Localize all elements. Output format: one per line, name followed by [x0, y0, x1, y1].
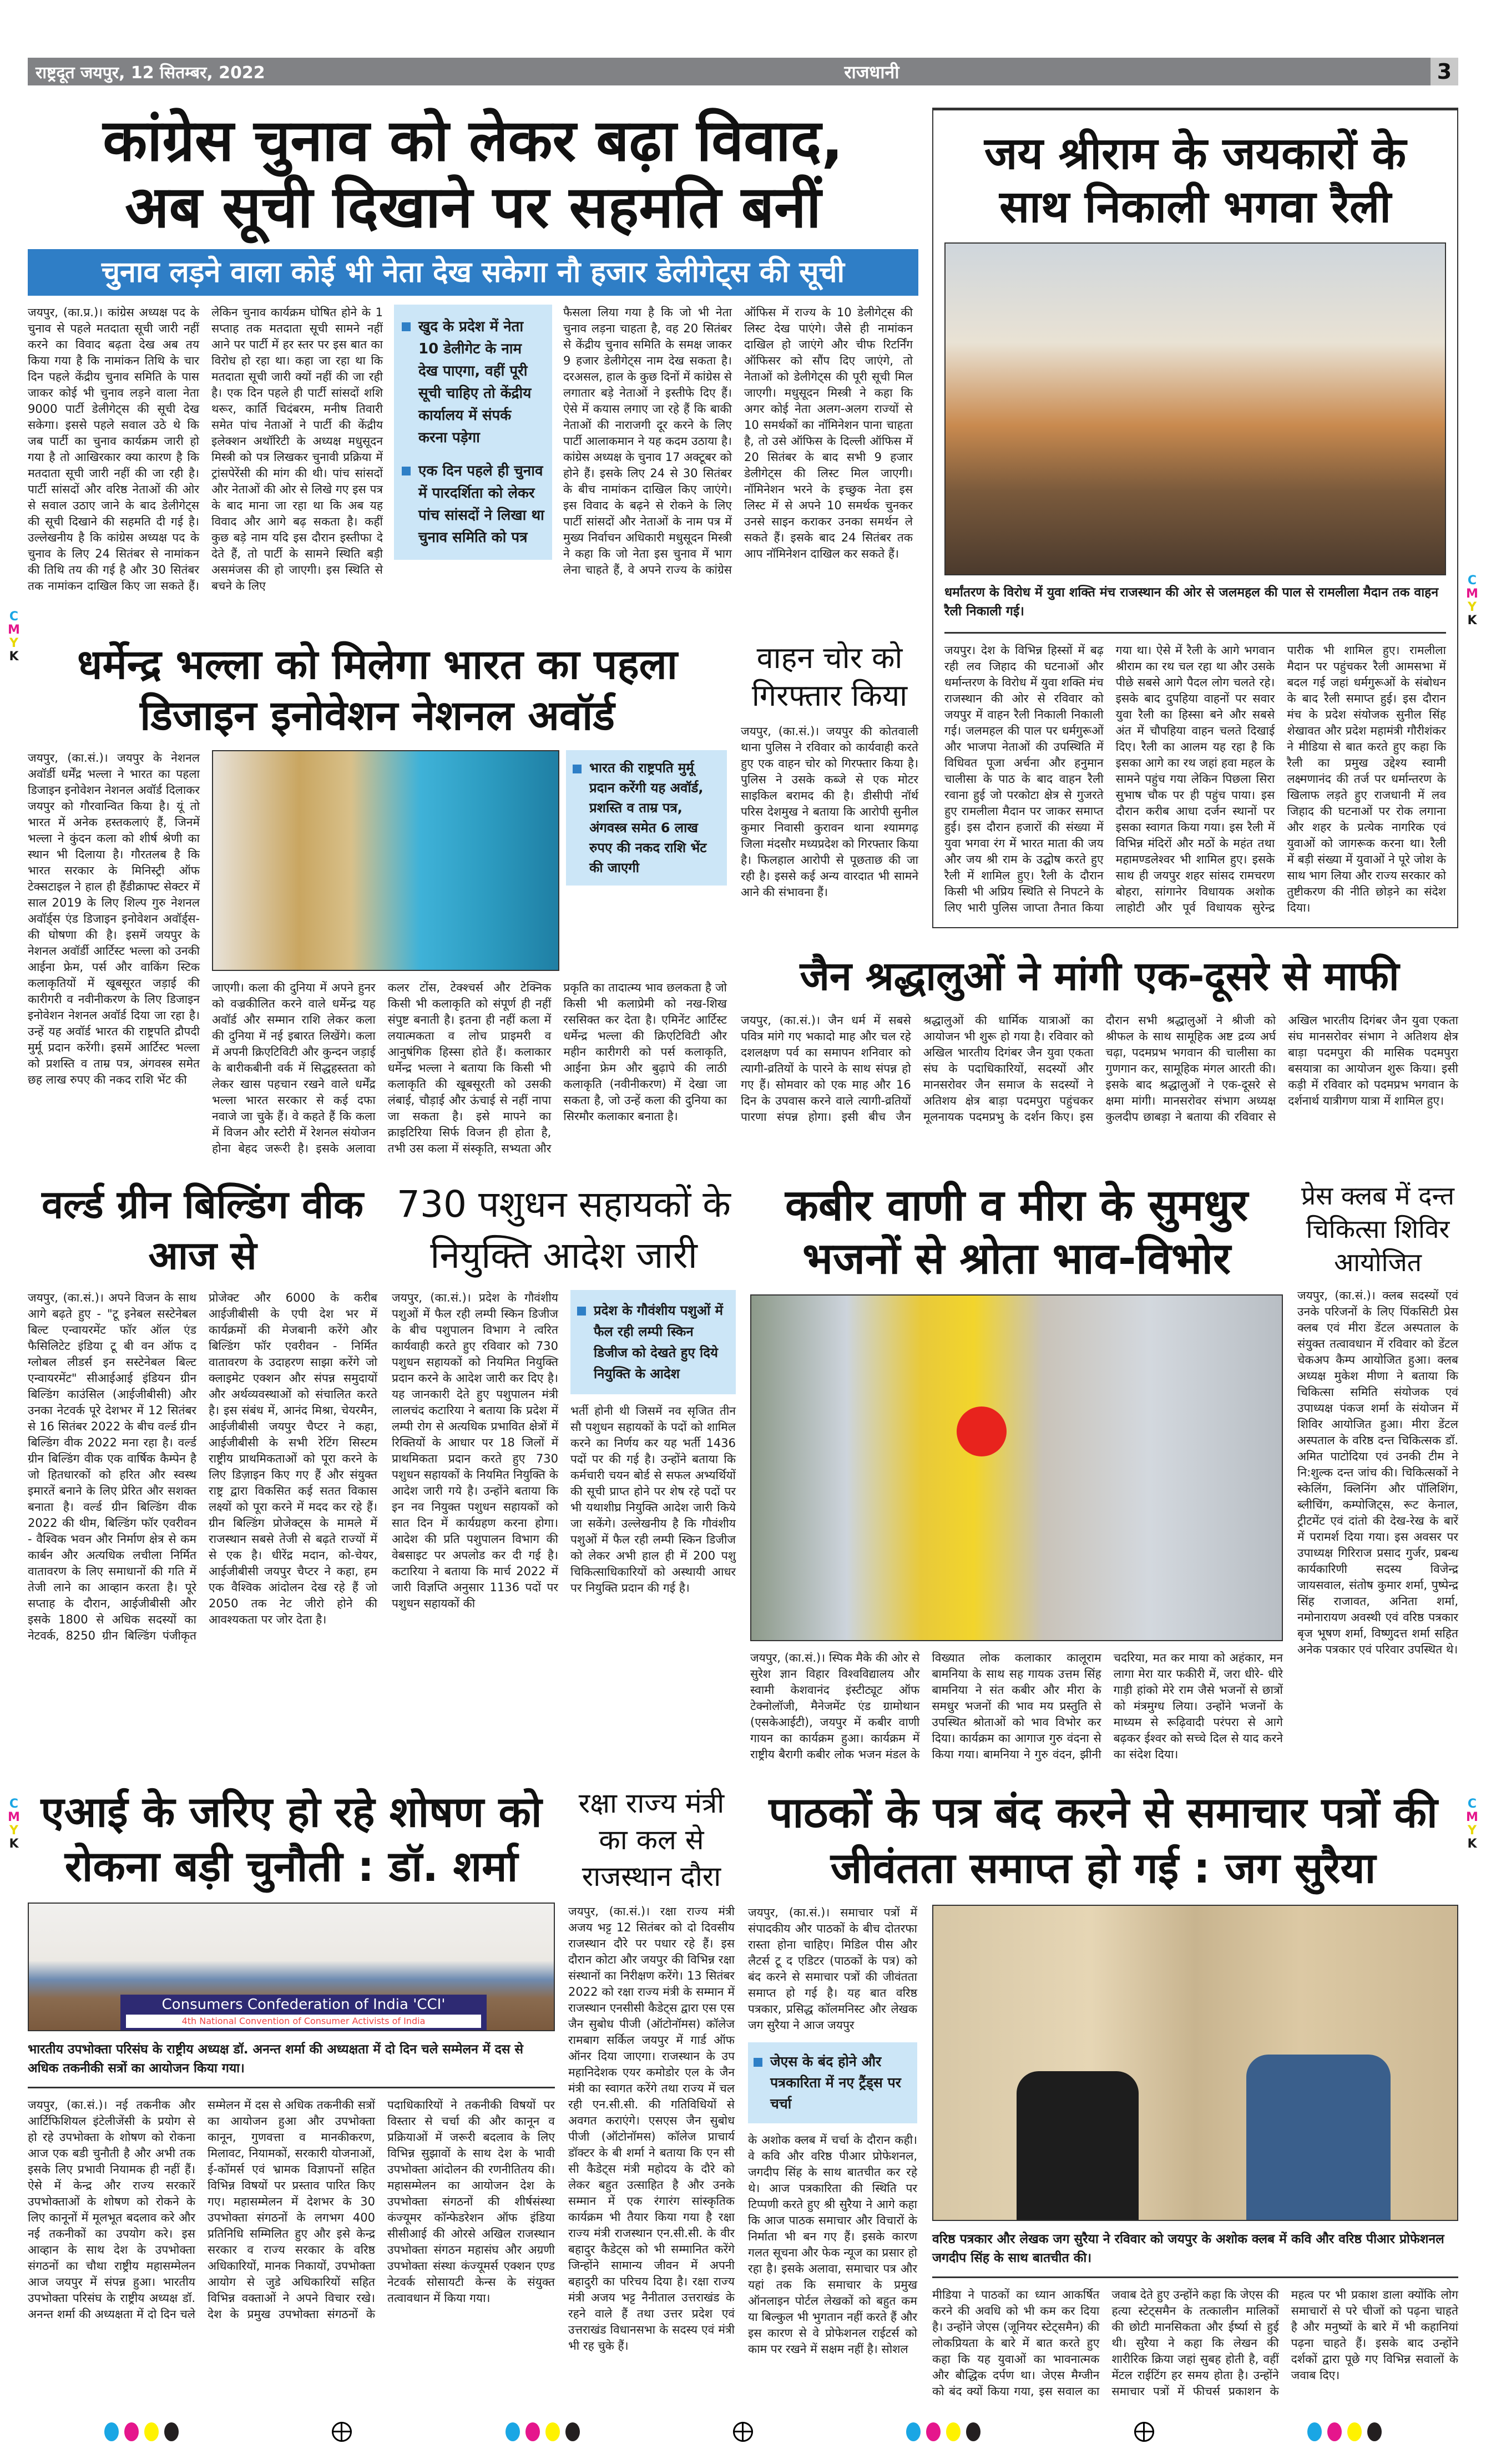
ai-headline: एआई के जरिए हो रहे शोषण को रोकना बड़ी चुनौती : डॉ. शर्मा	[41, 1787, 542, 1891]
cmyk-y: Y	[9, 1824, 18, 1838]
rally-story-box	[932, 108, 1458, 928]
highlight-item: खुद के प्रदेश में नेता 10 डेलीगेट के नाम देख पाएगा, वहीं पूरी सूची चाहिए तो केंद्रीय कार्यालय में संपर्क करना पड़ेगा	[402, 316, 544, 449]
letters-body-left: के अशोक क्लब में चर्चा के दौरान कही। वे कवि और वरिष्ठ पीआर प्रोफेशनल, जगदीप सिंह के साथ बातचीत कर रहे थे। आज पत्रकारिता की स्थिति पर टिप्पणी करते हुए श्री सुरैया ने आगे कहा कि आज पाठक समाचार और विचारों के निर्माता भी बन गए हैं। इसके कारण गलत सूचना और फेक न्यूज का प्रसार हो रहा है। इसके अलावा, समाचार पत्र और यहां तक कि समाचार के प्रमुख ऑनलाइन पोर्टल लेखकों को बहुत कम या बिल्कुल भी भुगतान नहीं करते हैं और इस कारण से वे प्रोफेशनल राईटर्स को काम पर रखने में सक्षम नहीं है। सोशल	[748, 2133, 917, 2356]
cmyk-m: M	[1466, 587, 1478, 601]
bhalla-headline: धर्मेन्द्र भल्ला को मिलेगा भारत का पहला डिजाइन इनोवेशन नेशनल अवॉर्ड	[77, 640, 678, 740]
cmyk-marker-left	[7, 610, 21, 664]
color-dots	[104, 2422, 179, 2441]
bullet-square-icon	[754, 2058, 762, 2067]
top-section	[28, 108, 1458, 1157]
dental-headline: प्रेस क्लब में दन्त चिकित्सा शिविर आयोजित	[1301, 1180, 1454, 1277]
livestock-highlight-box	[570, 1290, 736, 1394]
kabir-photo	[750, 1294, 1283, 1641]
person-left	[1017, 2071, 1139, 2220]
cmyk-y: Y	[1468, 600, 1477, 614]
cmyk-m: M	[8, 1810, 20, 1824]
bullet-square-icon	[577, 1307, 586, 1316]
kabir-body: जयपुर, (का.सं.)। स्पिक मैके की ओर से सुरेश ज्ञान विहार विश्वविद्यालय और स्वामी केशवानंद इंस्टीट्यूट ऑफ टेक्नोलॉजी, मैनेजमेंट एंड ग्रामोथान (एसकेआईटी), जयपुर में कबीर वाणी गायन का कार्यक्रम हुआ। कार्यक्रम में राष्ट्रीय बैरागी कबीर लोक भजन मंडल के विख्यात लोक कलाकार कालूराम बामनिया के साथ सह गायक उत्तम सिंह बामनिया ने संत कबीर और मीरा के समधुर भजनों की भाव मय प्रस्तुति से उपस्थित श्रोताओं को भाव विभोर कर दिया। कार्यक्रम का आगाज गुरु वंदना से किया गया। बामनिया ने गुरु वंदन, झीनी चदरिया, मत कर माया को अहंकार, मन लागा मेरा यार फकीरी में, जरा धीरे- धीरे गाड़ी हांको मेरे राम जैसे भजनों से छात्रों को मंत्रमुग्ध लिया। उन्होंने भजनों के माध्यम से रूढ़िवादी परंपरा से आगे बढ़कर ईश्वर को सच्चे दिल से याद करने का संदेश दिया।	[750, 1651, 1283, 1761]
divider	[932, 2276, 1458, 2278]
middle-section	[28, 1179, 1458, 1763]
letters-left	[748, 1905, 917, 2357]
livestock-right	[570, 1290, 736, 1596]
dental-story	[1297, 1179, 1458, 1658]
lead-story	[28, 108, 918, 594]
green-building-body: जयपुर, (का.सं.)। अपने विजन के साथ आगे बढ़ते हुए - "टू इनेबल सस्टेनेबल बिल्ट एन्वायरमेंट फॉर ऑल एंड फैसिलिटेट इंडिया टू बी वन ऑफ द ग्लोबल लीडर्स इन सस्टेनेबल बिल्ट एन्वायरमेंट" सीआईआई इंडियन ग्रीन बिल्डिंग काउंसिल (आईजीबीसी) और उनका नेटवर्क पूरे देशभर में 12 सितंबर से 16 सितंबर 2022 के बीच वर्ल्ड ग्रीन बिल्डिंग वीक 2022 मना रहा है। वर्ल्ड ग्रीन बिल्डिंग वीक एक वार्षिक कैम्पेन है जो हितधारकों को हरित और स्वस्थ इमारतें बनाने के लिए प्रेरित और सशक्त बनाता है। वर्ल्ड ग्रीन बिल्डिंग वीक 2022 की थीम, बिल्डिंग फॉर एवरीवन - वैश्विक भवन और निर्माण क्षेत्र से कम कार्बन और अत्यधिक लचीला निर्मित वातावरण के लिए समाधानों की गति में तेजी लाने का आव्हान करता है। पूरे सप्ताह के दौरान, आईजीबीसी और इसके 1800 से अधिक सदस्यों का नेटवर्क, 8250 ग्रीन बिल्डिंग पंजीकृत प्रोजेक्ट और 6000 के करीब आईजीबीसी के एपी देश भर में कार्यक्रमों की मेजबानी करेंगे और बिल्डिंग फॉर एवरीवन - निर्मित वातावरण के उदाहरण साझा करेंगे जो क्लाइमेट एक्शन और संपन्न समुदायों और अर्थव्यवस्थाओं को संचालित करते है। इस संबंध में, आनंद मिश्रा, चेयरमैन, आईजीबीसी जयपुर चैप्टर ने कहा, आईजीबीसी के सभी रेटिंग सिस्टम राष्ट्रीय प्राथमिकताओं को पूरा करने के लिए डिज़ाइन किए गए हैं और संयुक्त राष्ट्र द्वारा विकसित कई सतत विकास लक्ष्यों को पूरा करने में मदद कर रहे हैं। ग्रीन बिल्डिंग प्रोजेक्ट्स के मामले में राजस्थान सबसे तेजी से बढ़ते राज्यों में से एक है। धीरेंद्र मदान, को-चेयर, आईजीबीसी जयपुर चैप्टर ने कहा, हम एक वैश्विक आंदोलन देख रहे हैं जो 2050 तक नेट जीरो होने की आवश्यकता पर जोर देता है।	[28, 1291, 377, 1642]
bullet-square-icon	[402, 467, 411, 475]
lead-highlight-box	[394, 305, 552, 560]
ai-body: जयपुर, (का.सं.)। नई तकनीक और आर्टिफिशियल इंटेलीजेंसी के प्रयोग से हो रहे उपभोक्ता के शोषण को रोकना आज एक बडी चुनौती है और अभी तक इसके लिए प्रभावी नियामक ही नहीं हैं। ऐसे में केन्द्र और राज्य सरकारें उपभोक्ताओं के शोषण को रोकने के लिए कानूनों में मूलभूत बदलाव करे और नई तकनीकों का उपयोग करे। इस आव्हान के साथ देश के उपभोक्ता संगठनों का चौथा राष्ट्रीय महासम्मेलन आज जयपुर में संपन्न हुआ। भारतीय उपभोक्ता परिसंघ के राष्ट्रीय अध्यक्ष डॉ. अनन्त शर्मा की अध्यक्षता में दो दिन चले सम्मेलन में दस से अधिक तकनीकी सत्रों का आयोजन हुआ और उपभोक्ता कानून, गुणवत्ता व मानकीकरण, मिलावट, नियामकों, सरकारी योजनाओं, ई-कॉमर्स एवं भ्रामक विज्ञापनों सहित विभिन्न विषयों पर प्रस्ताव पारित किए गए। महासम्मेलन में देशभर के 30 उपभोक्ता संगठनों के लगभग 400 प्रतिनिधि सम्मिलित हुए और इसे केन्द्र सरकार व राज्य सरकार के वरिष्ठ अधिकारियों, मानक निकायों, उपभोक्ता आयोग से जुडे अधिकारियों सहित विभिन्न वक्ताओं ने अपने विचार रखे। देश के प्रमुख उपभोक्ता संगठनों के पदाधिकारियों ने तकनीकी विषयों पर विस्तार से चर्चा की और कानून व प्रक्रियाओं में जरूरी बदलाव के लिए विभिन्न सुझावों के साथ देश के भावी उपभोक्ता आंदोलन की रणनीतितय की। महासम्मेलन का आयोजन देश के उपभोक्ता संगठनों की शीर्षसंस्था कंज्यूमर कॉन्फेडरेशन ऑफ इंडिया सीसीआई की ओरसे अखिल राजस्थान उपभोक्ता संगठन महासंघ और अग्रणी उपभोक्ता संस्था कंज्यूमर्स एक्शन एण्ड नेटवर्क सोसायटी केन्स के संयुक्त तत्वावधान में किया गया।	[28, 2098, 555, 2321]
lead-body-right: फैसला लिया गया है कि जो भी नेता चुनाव लड़ना चाहता है, वह 20 सितंबर से केंद्रीय चुनाव समिति के समक्ष जाकर 9 हजार डेलीगेट्स नाम देख सकता है। दरअसल, हाल के कुछ दिनों में कांग्रेस से लगातार बड़े नेताओं ने इस्तीफे दिए हैं। ऐसे में कयास लगाए जा रहे हैं कि बाकी नेताओं की नाराजगी दूर करने के लिए पार्टी आलाकमान ने यह कदम उठाया है। कांग्रेस अध्यक्ष के चुनाव 17 अक्टूबर को होने हैं। इसके लिए 24 से 30 सितंबर के बीच नामांकन दाखिल किए जाएंगे। इस विवाद के बढ़ने से रोकने के लिए पार्टी सांसदों और नेताओं के नाम पत्र में मुख्य निर्वाचन अधिकारी मधुसूदन मिस्त्री ने कहा कि जो नेता इस चुनाव में भाग लेना चाहते हैं, वे अपने राज्य के कांग्रेस ऑफिस में राज्य के 10 डेलीगेट्स की लिस्ट देख पाएंगे। जैसे ही नामांकन दाखिल हो जाएंगे और चीफ रिटर्निंग ऑफिसर को सौंप दिए जाएंगे, तो नेताओं को डेलीगेट्स की पूरी सूची मिल जाएगी। मधुसूदन मिस्त्री ने कहा कि अगर कोई नेता अलग-अलग राज्यों से 10 समर्थकों का नॉमिनेशन पाना चाहता है, तो उसे ऑफिस के दिल्ली ऑफिस में 20 सितंबर के बाद सभी 9 हजार डेलीगेट्स की लिस्ट मिल जाएगी। नॉमिनेशन भरने के इच्छुक नेता इस लिस्ट में से अपने 10 समर्थक चुनकर उनसे साइन कराकर उनका समर्थन ले सकते हैं। इसके बाद 24 सितंबर तक आप नॉमिनेशन दाखिल कर सकते हैं।	[563, 306, 913, 577]
highlight-item: प्रदेश के गौवंशीय पशुओं में फैल रही लम्पी स्किन डिजीज को देखते हुए दिये नियुक्ति के आदेश	[577, 1300, 729, 1384]
lead-banner: चुनाव लड़ने वाला कोई भी नेता देख सकेगा नौ हजार डेलीगेट्स की सूची	[28, 249, 918, 296]
cmyk-c: C	[9, 1797, 19, 1811]
jain-body: जयपुर, (का.सं.)। जैन धर्म में सबसे पवित्र मांगे गए भकादो माह और चल रहे दशलक्षण पर्व का समापन शनिवार को त्यागी-व्रतियों के पारने के साथ संपन्न हो गए हैं। सोमवार को एक माह और 16 दिन के उपवास करने वाले त्यागी-व्रतियों पारणा संपन्न होगा। इसी बीच जैन श्रद्धालुओं की धार्मिक यात्राओं का आयोजन भी शुरू हो गया है। रविवार को अखिल भारतीय दिगंबर जैन युवा एकता संघ के पदाधिकारियों, सदस्यों और मानसरोवर जैन समाज के सदस्यों ने अतिशय क्षेत्र बाड़ा पदमपुरा पहुंचकर मूलनायक पदमप्रभु के दर्शन किए। इस दौरान सभी श्रद्धालुओं ने श्रीजी को श्रीफल के साथ सामूहिक अष्ट द्रव्य अर्घ चढ़ा, पदमप्रभ भगवान की चालीसा का गुणगान कर, सामूहिक मंगल आरती की। इसके बाद श्रद्धालुओं ने एक-दूसरे से क्षमा मांगी। मानसरोवर संभाग अध्यक्ष कुलदीप छाबड़ा ने बताया की रविवार से अखिल भारतीय दिगंबर जैन युवा एकता संघ मानसरोवर संभाग ने अतिशय क्षेत्र बाड़ा पदमपुरा की मासिक पदमपुरा बसयात्रा का आयोजन शुरू किया। इसी कड़ी में रविवार को पदमप्रभ भगवान के दर्शनार्थ यात्रीगण यात्रा में शामिल हुए।	[741, 1014, 1458, 1124]
cmyk-m: M	[1466, 1810, 1478, 1824]
bhalla-body-left: जयपुर, (का.सं.)। जयपुर के नेशनल अवॉर्डी धर्मेंद्र भल्ला ने भारत का पहला डिजाइन इनोवेशन नेशनल अवॉर्ड दिलाकर जयपुर को गौरवान्वित किया है। यूं तो भारत में अनेक हस्तकलाएं हैं, जिनमें भल्ला ने कुंदन कला को शीर्ष श्रेणी का स्थान भी दिलाया है। गौरतलब है कि भारत सरकार के मिनिस्ट्री ऑफ टेक्सटाइल ने हाल ही हैंडीक्राफ्ट सेक्टर में साल 2019 के लिए शिल्प गुरु नेशनल अवॉर्ड्स एंड डिजाइन इनोवेशन अवॉर्ड्स-की घोषणा की है। इसमें जयपुर के नेशनल अवॉर्डी आर्टिस्ट भल्ला को उनकी आईना फ्रेम, पर्स और वाकिंग स्टिक कलाकृतियों में खूबसूरत जड़ाई की कारीगरी व नवीनीकरण के लिए डिजाइन इनोवेशन नेशनल अवॉर्ड दिया जा रहा है। उन्हें यह अवॉर्ड भारत की राष्ट्रपति द्रौपदी मुर्मू प्रदान करेंगी। इसमें आर्टिस्ट भल्ला को प्रशस्ति व ताम्र पत्र, अंगवस्त्र समेत छह लाख रुपए की नकद राशि भेंट की	[28, 751, 200, 1086]
rally-body: जयपुर। देश के विभिन्न हिस्सों में बढ़ रही लव जिहाद की घटनाओं और धर्मान्तरण के विरोध में युवा शक्ति मंच राजस्थान की ओर से रविवार को जयपुर में वाहन रैली निकाली निकाली गई। जलमहल की पाल पर धर्मगुरूओं और भाजपा नेताओं की उपस्थिति में विधिवत पूजा अर्चना और हनुमान चालीसा के पाठ के बाद वाहन रैली रवाना हुई जो परकोटा क्षेत्र से गुजरते हुए रामलीला मैदान पर जाकर समाप्त हुई। इस दौरान हजारों की संख्या में युवा भगवा रंग में भारत माता की जय और जय श्री राम के उद्घोष करते हुए रैली में शामिल हुए। रैली के दौरान किसी भी अप्रिय स्थिति से निपटने के लिए भारी पुलिस जाप्ता तैनात किया गया था। ऐसे में रैली के आगे भगवान श्रीराम का रथ चल रहा था और उसके पीछे सबसे आगे पैदल लोग चलते रहे। इसके बाद दुपहिया वाहनों पर सवार युवा रैली का हिस्सा बने और सबसे अंत में चौपहिया वाहन चलते दिखाई दिए। रैली का आलम यह रहा है कि इसका आगे का रथ जहां हवा महल के सामने पहुंच गया लेकिन पिछला सिरा सुभाष चौक पर ही पहुंच पाया। इस दौरान करीब आधा दर्जन स्थानों पर इसका स्वागत किया गया। इस रैली में विभिन्न मंदिरों और मठों के महंत तथा महामण्डलेश्वर भी शामिल हुए। इसके साथ ही जयपुर शहर सांसद रामचरण बोहरा, सांगानेर विधायक अशोक लाहोटी और पूर्व विधायक सुरेन्द्र पारीक भी शामिल हुए। रामलीला मैदान पर पहुंचकर रैली आमसभा में बदल गई जहां धर्मगुरूओं के संबोधन के बाद रैली समाप्त हुई। इस दौरान मंच के प्रदेश संयोजक सुनील सिंह शेखावत और प्रदेश महामंत्री गौरीशंकर ने मीडिया से बात करते हुए कहा कि रैली का प्रमुख उद्देश्य स्वामी लक्ष्मणानंद की तर्ज पर धर्मान्तरण के खिलाफ लड़ते हुए राजधानी में लव जिहाद की घटनाओं पर रोक लगाना और शहर के प्रत्येक नागरिक एवं युवाओं को जागरूक करना था। रैली में बड़ी संख्या में युवाओं ने पूरे जोश के साथ भाग लिया और राज्य सरकार को तुष्टीकरण की नीति छोड़ने का संदेश दिया।	[944, 644, 1446, 914]
letters-body-intro: जयपुर, (का.सं.)। समाचार पत्रों में संपादकीय और पाठकों के बीच दोतरफा रास्ता होना चाहिए। मिडिल पीस और लैटर्स टू द एडिटर (पाठकों के पत्र) को बंद करने से समाचार पत्रों की जीवंतता समाप्त हो गई है। यह बात वरिष्ठ पत्रकार, प्रसिद्ध कॉलमनिस्ट और लेखक जग सुरैया ने आज जयपुर	[748, 1905, 917, 2032]
registration-mark-icon	[1134, 2422, 1154, 2442]
jain-story	[741, 948, 1458, 1125]
thief-headline: वाहन चोर को गिरफ्तार किया	[751, 640, 908, 713]
cmyk-c: C	[9, 610, 19, 624]
letters-caption: वरिष्ठ पत्रकार और लेखक जग सुरैया ने रविवार को जयपुर के अशोक क्लब में कवि और वरिष्ठ पीआर प्रोफेशनल जगदीप सिंह के साथ बातचीत की।	[932, 2232, 1444, 2265]
letters-photo	[932, 1905, 1458, 2221]
livestock-headline: 730 पशुधन सहायकों के नियुक्ति आदेश जारी	[396, 1182, 731, 1277]
color-dots	[1307, 2422, 1382, 2441]
lead-columns	[28, 305, 918, 594]
livestock-body-left: जयपुर, (का.सं.)। प्रदेश के गौवंशीय पशुओं में फैल रही लम्पी स्किन डिजीज के बीच पशुपालन विभाग ने त्वरित कार्यवाही करते हुए रविवार को 730 पशुधन सहायकों को नियमित नियुक्ति प्रदान करने के आदेश जारी कर दिए है। यह जानकारी देते हुए पशुपालन मंत्री लालचंद कटारिया ने बताया कि प्रदेश में लम्पी रोग से अत्यधिक प्रभावित क्षेत्रों में रिक्तियों के आधार पर 18 जिलों में प्राथमिकता प्रदान करते हुए 730 पशुधन सहायकों के नियमित नियुक्ति के आदेश जारी गये है। उन्होंने बताया कि इन नव नियुक्त पशुधन सहायकों को सात दिन में कार्यग्रहण करना होगा। आदेश की प्रति पशुपालन विभाग की वेबसाइट पर अपलोड कर दी गई है। कटारिया ने बताया कि मार्च 2022 में जारी विज्ञप्ति अनुसार 1136 पदों पर पशुधन सहायकों की	[392, 1291, 558, 1610]
lead-headline-line2: अब सूची दिखाने पर सहमति बनीं	[125, 173, 821, 241]
ai-photo	[28, 1903, 555, 2031]
defence-body: जयपुर, (का.सं.)। रक्षा राज्य मंत्री अजय भट्ट 12 सितंबर को दो दिवसीय राजस्थान दौरे पर पधार रहे हैं। इस दौरान कोटा और जयपुर की विभिन्न रक्षा संस्थानों का निरीक्षण करेंगे। 13 सितंबर 2022 को रक्षा राज्य मंत्री के सम्मान में राजस्थान एनसीसी कैडेट्स द्वारा एस एस जैन सुबोध पीजी (ऑटोनॉमस) कॉलेज रामबाग सर्किल जयपुर में गार्ड ऑफ ऑनर दिया जाएगा। राजस्थान के उप महानिदेशक एयर कमोडोर एल के जैन मंत्री का स्वागत करेंगे तथा राज्य में चल रही एन.सी.सी. की गतिविधियों से अवगत कराएंगे। एसएस जैन सुबोध पीजी (ऑटोनॉमस) कॉलेज प्राचार्य डॉक्टर के बी शर्मा ने बताया कि एन सी सी कैडेट्स मंत्री महोदय के दौरे को लेकर बहुत उत्साहित है और उनके सम्मान में एक रंगारंग सांस्कृतिक कार्यक्रम भी तैयार किया गया है रक्षा राज्य मंत्री राजस्थान एन.सी.सी. के वीर बहादुर कैडेट्स को भी सम्मानित करेंगे जिन्होंने सामान्य जीवन में अपनी बहादुरी का परिचय दिया है। रक्षा राज्य मंत्री अजय भट्ट नैनीताल उत्तराखंड के रहने वाले हैं तथा उत्तर प्रदेश एवं उत्तराखंड विधानसभा के सदस्य एवं मंत्री भी रह चुके हैं।	[568, 1904, 735, 2352]
bhalla-columns	[28, 750, 727, 1157]
bhalla-right	[212, 750, 727, 1157]
highlight-item: भारत की राष्ट्रपति मुर्मू प्रदान करेंगी यह अवॉर्ड, प्रशस्ति व ताम्र पत्र, अंगवस्त्र समेत 6 लाख रुपए की नकद राशि भेंट की जाएगी	[573, 758, 720, 878]
rally-headline: जय श्रीराम के जयकारों के साथ निकाली भगवा रैली	[984, 128, 1407, 232]
cmyk-k: K	[1467, 614, 1477, 628]
lead-headline	[28, 108, 918, 240]
cmyk-c: C	[1467, 574, 1477, 588]
cci-banner-subtitle: 4th National Convention of Consumer Activists of India	[126, 2015, 481, 2028]
divider	[944, 632, 1446, 634]
cci-banner	[120, 1995, 487, 2030]
rally-photo	[944, 242, 1446, 575]
jain-headline: जैन श्रद्धालुओं ने मांगी एक-दूसरे से माफी	[800, 953, 1399, 1000]
masthead-bar	[28, 58, 1458, 85]
livestock-story	[392, 1179, 736, 1612]
color-dots	[506, 2422, 580, 2441]
page-number: 3	[1431, 58, 1458, 85]
cmyk-y: Y	[1468, 1824, 1477, 1838]
letters-body-right: मीडिया ने पाठकों का ध्यान आकर्षित करने की अवधि को भी कम कर दिया है। उन्होंने जेएस (जूनियर स्टेट्समैन) की लोकप्रियता के बारे में बात करते हुए कहा कि यह युवाओं का भावनात्मक और बौद्धिक दर्पण था। जेएस मैग्जीन को बंद क्यों किया गया, इस सवाल का जवाब देते हुए उन्होंने कहा कि जेएस की हत्या स्टेट्समैन के तत्कालीन मालिकों की छोटी मानसिकता और ईर्ष्या से हुई थी। सुरैया ने कहा कि लेखन की शारीरिक क्रिया जहां सुबह होती है, वहीं मेंटल राईटिंग हर समय होता है। उन्होंने समाचार पत्रों में फीचर्स प्रकाशन के महत्व पर भी प्रकाश डाला क्योंकि लोग समाचारों से परे चीजों को पढ़ना चाहते है और मनुष्यों के बारे में भी कहानियां पढ़ना चाहते हैं। इसके बाद उन्होंने दर्शकों द्वारा पूछे गए विभिन्न सवालों के जवाब दिए।	[932, 2288, 1458, 2398]
bhalla-body-right: जाएगी। कला की दुनिया में अपने हुनर को वज्रकीलित करने वाले धर्मेन्द्र यह अवॉर्ड और सम्मान राशि लेकर कला की दुनिया में नई इबारत लिखेंगे। कला में अपनी क्रिएटिविटी और कुन्दन जड़ाई के बारीकबीनी वर्क में सिद्धहस्तता को लेकर खास पहचान रखने वाले धर्मेंद्र भल्ला भारत सरकार से कई दफा नवाजे जा चुके हैं। वे कहते हैं कि कला में विजन और स्टोरी में रेशनल संयोजन होना बेहद जरूरी है। इसके अलावा कलर टोंस, टेक्श्चर्स और टेक्निक किसी भी कलाकृति को संपूर्ण ही नहीं संपुष्ट बनाती है। इतना ही नहीं कला में लयात्मकता व लोच प्राइमरी व आनुषंगिक हिस्सा होते हैं। कलाकार धर्मेन्द्र भल्ला ने बताया कि किसी भी कलाकृति की खूबसूरती को उसकी लंबाई, चौड़ाई और ऊंचाई से नहीं नापा जा सकता है। इसे मापने का क्राइटिरिया सिर्फ विजन ही होता है, तभी उस कला में संस्कृति, सभ्यता और प्रकृति का तादात्म्य भाव छलकता है जो किसी भी कलाप्रेमी को नख-शिख रससिक्त कर देता है। एमिनेंट आर्टिस्ट धर्मेन्द्र भल्ला की क्रिएटिविटी और महीन कारीगरी को पर्स कलाकृति, आईना फ्रेम और बुढ़ापे की लाठी कलाकृति (नवीनीकरण) में देखा जा सकता है, जो उन्हें कला की दुनिया का सिरमौर कलाकार बनाता है।	[212, 980, 727, 1155]
cmyk-k: K	[9, 1837, 19, 1851]
cmyk-c: C	[1467, 1797, 1477, 1811]
ai-story	[28, 1785, 555, 2323]
logo-red-circle	[957, 1406, 1007, 1456]
cci-banner-title: Consumers Confederation of India 'CCI'	[161, 1996, 446, 2013]
letters-columns	[748, 1905, 1458, 2400]
cmyk-m: M	[8, 623, 20, 637]
ai-caption: भारतीय उपभोक्ता परिसंघ के राष्ट्रीय अध्यक्ष डॉ. अनन्त शर्मा की अध्यक्षता में दो दिन चले सम्मेलन में दस से अधिक तकनीकी सत्रों का आयोजन किया गया।	[28, 2042, 523, 2076]
thief-story	[741, 639, 918, 900]
bhalla-media-row	[212, 750, 727, 971]
livestock-body-right: भर्ती होनी थी जिसमें नव सृजित तीन सौ पशुधन सहायकों के पदों को शामिल करने का निर्णय कर यह भर्ती 1436 पदों पर की गई है। उन्होंने बताया कि कर्मचारी चयन बोर्ड से सफल अभ्यर्थियों की सूची प्राप्त होने पर शेष रहे पदों पर भी यथाशीघ्र नियुक्ति आदेश जारी किये जा सकेंगे। उल्लेखनीय है कि गौवंशीय पशुओं में फैल रही लम्पी स्किन डिजीज को लेकर अभी हाल ही में 200 पशु चिकित्साधिकारियों को अस्थायी आधर पर नियुक्ति प्रदान की गई है।	[570, 1404, 736, 1595]
print-marks-row	[28, 2422, 1458, 2442]
cmyk-y: Y	[9, 636, 18, 650]
bhalla-photo	[212, 750, 559, 971]
letters-right	[932, 1905, 1458, 2400]
bullet-square-icon	[402, 322, 411, 331]
defence-story	[568, 1785, 735, 2354]
cmyk-k: K	[1467, 1837, 1477, 1851]
bullet-square-icon	[573, 765, 582, 773]
thief-body: जयपुर, (का.सं.)। जयपुर की कोतवाली थाना पुलिस ने रविवार को कार्यवाही करते हुए एक वाहन चोर को गिरफ्तार किया है। पुलिस ने उसके कब्जे से एक मोटर साइकिल बरामद की है। डीसीपी नॉर्थ परिस देशमुख ने बताया कि आरोपी सुनील कुमार निवासी कुरावन थाना श्यामगढ़ जिला मंदसौर मध्यप्रदेश को गिरफ्तार किया है। फिलहाल आरोपी से पूछताछ की जा रही है। इससे कई अन्य वारदात भी सामने आने की संभावना हैं।	[741, 724, 918, 899]
lead-headline-line1: कांग्रेस चुनाव को लेकर बढ़ा विवाद,	[103, 107, 843, 174]
person-right	[1246, 2055, 1391, 2220]
bhalla-highlight-box	[566, 750, 727, 886]
defence-headline: रक्षा राज्य मंत्री का कल से राजस्थान दौरा	[578, 1787, 725, 1893]
color-dots	[906, 2422, 980, 2441]
cmyk-marker-left-bottom	[7, 1798, 21, 1851]
kabir-headline: कबीर वाणी व मीरा के सुमधुर भजनों से श्रोता भाव-विभोर	[785, 1180, 1248, 1284]
lead-body-left: जयपुर, (का.प्र.)। कांग्रेस अध्यक्ष पद के चुनाव से पहले मतदाता सूची जारी नहीं करने का विवाद बढ़ता देख अब तय किया गया है कि नामांकन तिथि के चार दिन पहले केंद्रीय चुनाव समिति के पास जाकर कोई भी चुनाव लड़ने वाला नेता 9000 पार्टी डेलीगेट्स की सूची देख सकेगा। इससे पहले सवाल उठे थे कि जब पार्टी का चुनाव कार्यक्रम जारी हो गया है तो आखिरकार क्या कारण है कि मतदाता सूची जारी नहीं की जा रही है। पार्टी सांसदों और वरिष्ठ नेताओं की ओर से सवाल उठाए जाने के बाद डेलीगेट्स की सूची दिखाने की सहमति दी गई है। उल्लेखनीय है कि कांग्रेस अध्यक्ष पद के चुनाव के लिए 24 सितंबर से नामांकन की तिथि तय की गई है और 30 सितंबर तक नामांकन दाखिल किए जा सकते हैं। लेकिन चुनाव कार्यक्रम घोषित होने के 1 सप्ताह तक मतदाता सूची सामने नहीं आने पर पार्टी में हर स्तर पर इस बात का विरोध हो रहा था। कहा जा रहा था कि मतदाता सूची जारी क्यों नहीं की जा रही है। एक दिन पहले ही पार्टी सांसदों शशि थरूर, कार्ति चिदंबरम, मनीष तिवारी समेत पांच नेताओं ने पार्टी की केंद्रीय इलेक्शन अथॉरिटी के अध्यक्ष मधुसूदन मिस्त्री को पत्र लिखकर चुनावी प्रक्रिया में ट्रांसपेरेंसी की मांग की थी। पांच सांसदों और नेताओं की ओर से लिखे गए इस पत्र के बाद माना जा रहा था कि अब यह विवाद और आगे बढ़ सकता है। कहीं कुछ बड़े नाम यदि इस दौरान इस्तीफा दे देते हैं, तो पार्टी के सामने स्थिति बड़ी असमंजस की हो जाएगी। इस स्थिति से बचने के लिए	[28, 306, 383, 593]
highlight-item: एक दिन पहले ही चुनाव में पारदर्शिता को लेकर पांच सांसदों ने लिखा था चुनाव समिति को पत्र	[402, 460, 544, 549]
cmyk-marker-right-bottom	[1465, 1798, 1479, 1851]
registration-mark-icon	[733, 2422, 753, 2442]
section-name: राजधानी	[844, 61, 899, 83]
cmyk-marker-right	[1465, 574, 1479, 628]
rally-caption: धर्मांतरण के विरोध में युवा शक्ति मंच राजस्थान की ओर से जलमहल की पाल से रामलीला मैदान तक वाहन रैली निकाली गई।	[944, 585, 1439, 619]
divider	[28, 2087, 555, 2088]
bhalla-story	[28, 639, 727, 1157]
livestock-columns	[392, 1290, 736, 1612]
green-building-story	[28, 1179, 377, 1644]
edition-date: राष्ट्रदूत जयपुर, 12 सितम्बर, 2022	[36, 63, 265, 83]
dental-body: जयपुर, (का.सं.)। क्लब सदस्यों एवं उनके परिजनों के लिए पिंकसिटी प्रेस क्लब एवं मीरा डेंटल अस्पताल के संयुक्त तत्वावधान में रविवार को डेंटल चेकअप कैम्प आयोजित हुआ। क्लब अध्यक्ष मुकेश मीणा ने बताया कि चिकित्सा समिति संयोजक एवं उपाध्यक्ष पंकज शर्मा के संयोजन में शिविर आयोजित हुआ। मीरा डेंटल अस्पताल के वरिष्ठ दन्त चिकित्सक डॉ. अमित पाटोदिया एवं उनकी टीम ने नि:शुल्क दन्त जांच की। चिकित्सकों ने स्केलिंग, क्लिनिंग और पॉलिशिंग, ब्लीचिंग, कम्पोजिट्स, रूट केनाल, ट्रीटमेंट एवं दांतो की देख-रेख के बारें में परामर्श दिया गया। इस अवसर पर उपाध्यक्ष गिरिराज प्रसाद गुर्जर, प्रबन्ध कार्यकारिणी सदस्य विजेन्द्र जायसवाल, संतोष कुमार शर्मा, पुष्पेन्द्र सिंह राजावत, अनिता शर्मा, नमोनारायण अवस्थी एवं वरिष्ठ पत्रकार बृज भूषण शर्मा, विष्णुदत्त शर्मा सहित अनेक पत्रकार एवं परिवार उपस्थित थे।	[1297, 1288, 1458, 1656]
kabir-story	[750, 1179, 1283, 1763]
cmyk-k: K	[9, 650, 19, 664]
green-building-headline: वर्ल्ड ग्रीन बिल्डिंग वीक आज से	[42, 1181, 363, 1278]
bottom-section	[28, 1785, 1458, 2400]
letters-headline: पाठकों के पत्र बंद करने से समाचार पत्रों की जीवंतता समाप्त हो गई : जग सुरैया	[769, 1787, 1438, 1893]
registration-mark-icon	[332, 2422, 352, 2442]
highlight-item: जेएस के बंद होने और पत्रकारिता में नए ट्रैंड्स पर चर्चा	[754, 2051, 912, 2114]
letters-highlight-box	[748, 2042, 917, 2123]
letters-story	[748, 1785, 1458, 2400]
